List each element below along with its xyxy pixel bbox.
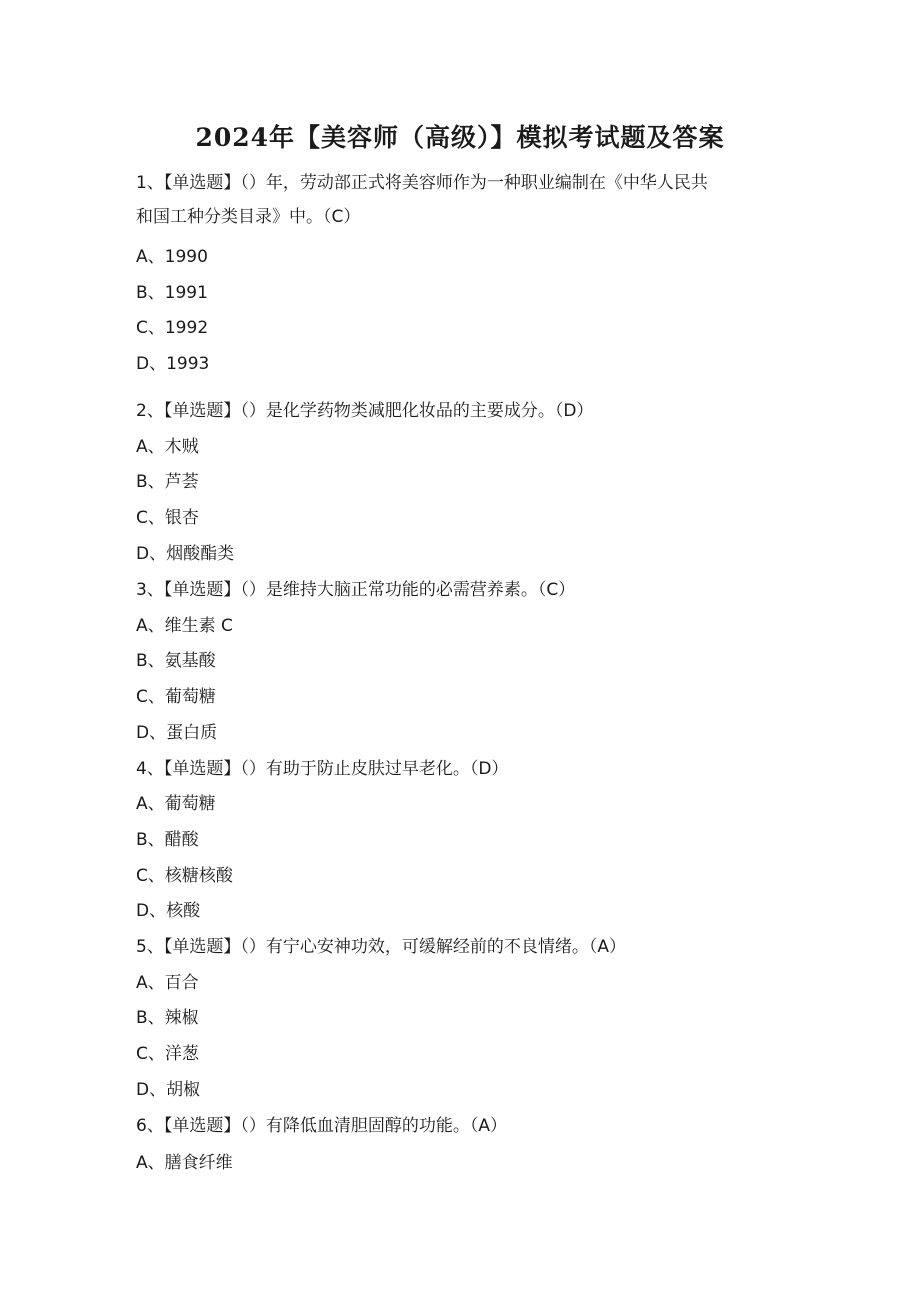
question-4-option-d: D、核酸 <box>136 901 201 921</box>
question-3-option-b: B、氨基酸 <box>136 651 216 671</box>
question-4-option-a: A、葡萄糖 <box>136 794 216 814</box>
question-2-option-a: A、木贼 <box>136 437 199 457</box>
question-4-option-b: B、醋酸 <box>136 830 199 850</box>
question-4-stem: 4、【单选题】（）有助于防止皮肤过早老化。（D） <box>136 759 509 779</box>
question-5-option-a: A、百合 <box>136 973 199 993</box>
page-title: 2024年【美容师（高级）】模拟考试题及答案 <box>195 123 725 152</box>
question-5-option-c: C、洋葱 <box>136 1044 199 1064</box>
question-1-stem-line-1: 1、【单选题】（）年，劳动部正式将美容师作为一种职业编制在《中华人民共 <box>136 173 708 193</box>
question-4-option-c: C、核糖核酸 <box>136 866 233 886</box>
question-3-option-d: D、蛋白质 <box>136 723 218 743</box>
question-2-option-c: C、银杏 <box>136 508 199 528</box>
question-1-stem-line-2: 和国工种分类目录》中。（C） <box>136 207 361 227</box>
question-6-stem: 6、【单选题】（）有降低血清胆固醇的功能。（A） <box>136 1116 507 1136</box>
question-6-option-a: A、膳食纤维 <box>136 1153 233 1173</box>
question-5-option-b: B、辣椒 <box>136 1008 199 1028</box>
question-2-option-d: D、烟酸酯类 <box>136 544 235 564</box>
question-3-stem: 3、【单选题】（）是维持大脑正常功能的必需营养素。（C） <box>136 580 576 600</box>
question-3-option-a: A、维生素 C <box>136 616 233 636</box>
question-1-option-c: C、1992 <box>136 318 209 338</box>
question-5-stem: 5、【单选题】（）有宁心安神功效，可缓解经前的不良情绪。（A） <box>136 937 626 957</box>
question-2-option-b: B、芦荟 <box>136 472 199 492</box>
question-3-option-c: C、葡萄糖 <box>136 687 216 707</box>
question-1-option-a: A、1990 <box>136 247 208 267</box>
question-2-stem: 2、【单选题】（）是化学药物类减肥化妆品的主要成分。（D） <box>136 401 594 421</box>
question-1-option-b: B、1991 <box>136 283 208 303</box>
question-5-option-d: D、胡椒 <box>136 1080 201 1100</box>
question-1-option-d: D、1993 <box>136 354 210 374</box>
